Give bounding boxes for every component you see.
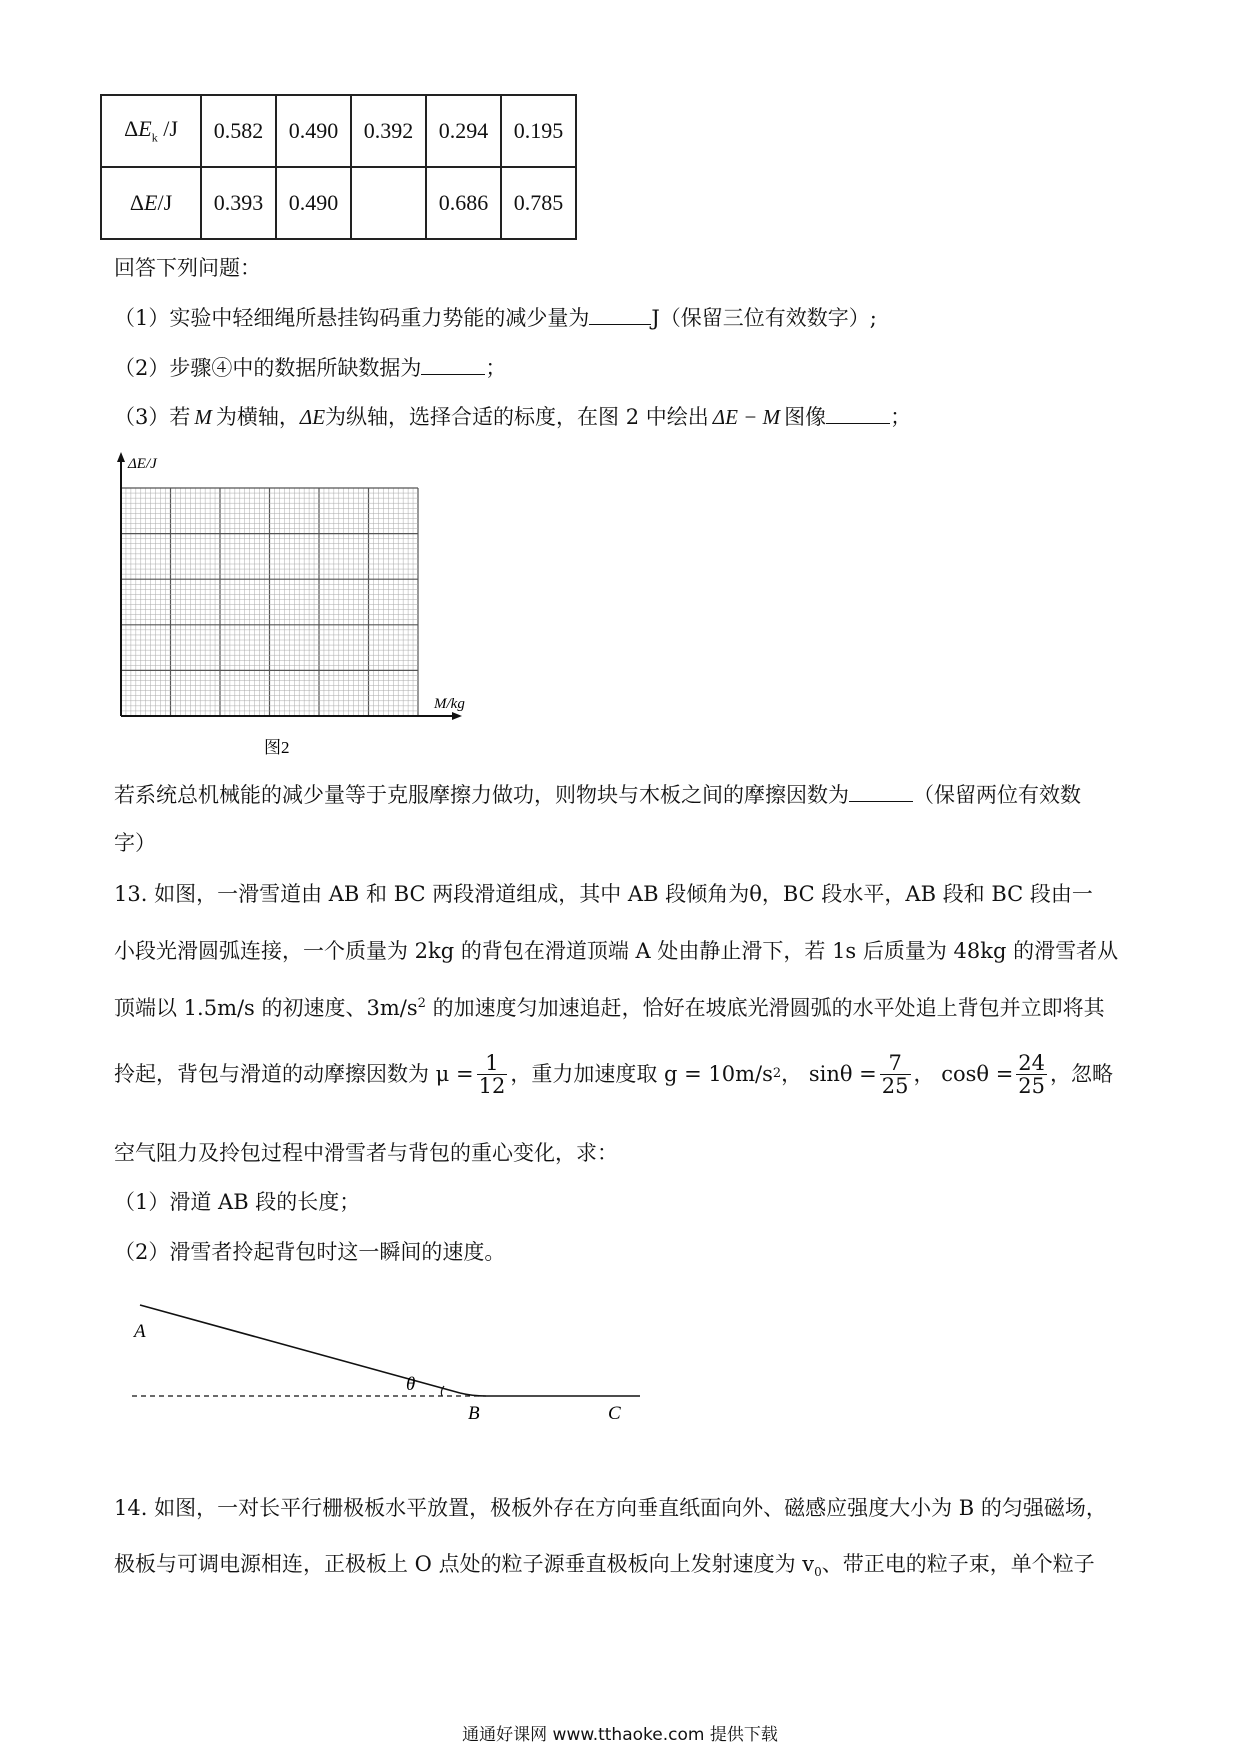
friction-text: 若系统总机械能的减少量等于克服摩擦力做功，则物块与木板之间的摩擦因数为 bbox=[114, 783, 849, 807]
label-a: A bbox=[134, 1321, 146, 1342]
friction-question-cont: 字） bbox=[114, 831, 156, 855]
table-cell: 0.582 bbox=[201, 95, 276, 167]
question-1-tail: J（保留三位有效数字）; bbox=[651, 306, 877, 330]
answer-prompt: 回答下列问题： bbox=[114, 256, 261, 280]
table-cell bbox=[351, 167, 426, 239]
question-3-text: 图像 bbox=[784, 405, 827, 429]
row-label-ek: $\Delta E_k$ /J bbox=[101, 95, 201, 167]
problem-13-sub-1: （1）滑道 AB 段的长度； bbox=[114, 1190, 361, 1214]
problem-13-text: ，重力加速度取 g = 10m/s bbox=[510, 1061, 773, 1086]
problem-13-text: ， cosθ = bbox=[913, 1061, 1014, 1086]
problem-13-text: 顶端以 1.5m/s 的初速度、3m/s bbox=[114, 996, 418, 1020]
fraction-denominator: 12 bbox=[478, 1074, 506, 1099]
problem-13-text: 的加速度匀加速追赶，恰好在坡底光滑圆弧的水平处追上背包并立即将其 bbox=[425, 996, 1105, 1020]
friction-text: （保留两位有效数 bbox=[913, 783, 1081, 807]
label-theta: θ bbox=[406, 1374, 416, 1395]
table-row-ek bbox=[101, 95, 576, 167]
y-axis-arrow-icon bbox=[117, 452, 125, 462]
table-cell: 0.195 bbox=[501, 95, 576, 167]
question-3-text: 为横轴， bbox=[215, 405, 300, 429]
problem-14-text: 极板与可调电源相连，正极板上 O 点处的粒子源垂直极板向上发射速度为 v bbox=[114, 1552, 815, 1576]
table-cell: 0.392 bbox=[351, 95, 426, 167]
page-footer: 通通好课网 www.tthaoke.com 提供下载 bbox=[462, 1725, 778, 1745]
fraction-denominator: 25 bbox=[881, 1074, 909, 1099]
figure-caption: 图2 bbox=[264, 738, 290, 757]
var-delta-e: ΔE bbox=[299, 405, 326, 429]
label-b: B bbox=[468, 1403, 480, 1424]
subscript: 0 bbox=[814, 1565, 822, 1580]
table-cell: 0.393 bbox=[201, 167, 276, 239]
fraction-denominator: 25 bbox=[1018, 1074, 1046, 1099]
problem-13-sub-2: （2）滑雪者拎起背包时这一瞬间的速度。 bbox=[114, 1240, 506, 1264]
y-axis-label: ΔE/J bbox=[128, 456, 157, 472]
problem-14-line-1: 14. 如图，一对长平行栅极板水平放置，极板外存在方向垂直纸面向外、磁感应强度大小为 B 的匀强磁场， bbox=[114, 1496, 1107, 1520]
data-table bbox=[100, 94, 577, 240]
connecting-arc bbox=[460, 1393, 486, 1396]
question-1-text: （1）实验中轻细绳所悬挂钩码重力势能的减少量为 bbox=[114, 306, 590, 330]
fraction-numerator: 7 bbox=[888, 1051, 902, 1075]
problem-13-line-5: 空气阻力及拎包过程中滑雪者与背包的重心变化，求： bbox=[114, 1141, 618, 1165]
var-m: M bbox=[194, 405, 212, 429]
question-2-text: （2）步骤④中的数据所缺数据为 bbox=[114, 356, 422, 380]
answer-blank[interactable] bbox=[421, 356, 485, 375]
graph-grid bbox=[121, 488, 418, 716]
x-axis-arrow-icon bbox=[452, 712, 462, 720]
problem-14-line-2 bbox=[114, 1552, 1095, 1580]
problem-14-text: 、带正电的粒子束，单个粒子 bbox=[821, 1552, 1095, 1576]
answer-blank[interactable] bbox=[849, 783, 913, 802]
row-label-e: ΔE/J bbox=[101, 167, 201, 239]
x-axis-label: M/kg bbox=[434, 696, 465, 712]
question-3-text: 为纵轴，选择合适的标度，在图 2 中绘出 bbox=[325, 405, 709, 429]
answer-blank[interactable] bbox=[826, 405, 890, 424]
fraction-cos bbox=[1016, 1052, 1047, 1097]
ski-slope-diagram bbox=[120, 1295, 660, 1435]
table-row-e bbox=[101, 167, 576, 239]
problem-13-line-1: 13. 如图，一滑雪道由 AB 和 BC 两段滑道组成，其中 AB 段倾角为θ，BC 段水平，AB 段和 BC 段由一 bbox=[114, 882, 1093, 906]
problem-13-text: ， sinθ = bbox=[781, 1061, 877, 1086]
problem-13-line-3 bbox=[114, 996, 1105, 1021]
problem-13-text: ，忽略 bbox=[1050, 1061, 1114, 1086]
table-cell: 0.294 bbox=[426, 95, 501, 167]
problem-13-line-2: 小段光滑圆弧连接，一个质量为 2kg 的背包在滑道顶端 A 处由静止滑下，若 1s 后质量为 48kg 的滑雪者从 bbox=[114, 939, 1119, 963]
fraction-numerator: 1 bbox=[485, 1051, 499, 1075]
figure-2-graph bbox=[100, 450, 500, 760]
label-c: C bbox=[608, 1403, 621, 1424]
question-2-tail: ； bbox=[485, 356, 507, 380]
answer-blank[interactable] bbox=[589, 306, 651, 325]
question-3-text: （3）若 bbox=[114, 405, 191, 429]
table-cell: 0.785 bbox=[501, 167, 576, 239]
table-cell: 0.686 bbox=[426, 167, 501, 239]
question-3-tail: ； bbox=[890, 405, 912, 429]
superscript: 2 bbox=[417, 996, 426, 1011]
question-2 bbox=[114, 356, 506, 381]
fraction-mu bbox=[477, 1052, 508, 1097]
table-cell: 0.490 bbox=[276, 167, 351, 239]
fraction-sin bbox=[880, 1052, 911, 1097]
question-3 bbox=[114, 405, 911, 430]
table-cell: 0.490 bbox=[276, 95, 351, 167]
question-1 bbox=[114, 306, 877, 331]
var-delta-e-m: ΔE − M bbox=[712, 405, 781, 429]
problem-13-line-4 bbox=[114, 1052, 1113, 1097]
superscript: 2 bbox=[772, 1066, 782, 1081]
problem-13-text: 拎起，背包与滑道的动摩擦因数为 μ = bbox=[114, 1061, 474, 1086]
friction-question bbox=[114, 783, 1081, 808]
fraction-numerator: 24 bbox=[1018, 1051, 1046, 1075]
